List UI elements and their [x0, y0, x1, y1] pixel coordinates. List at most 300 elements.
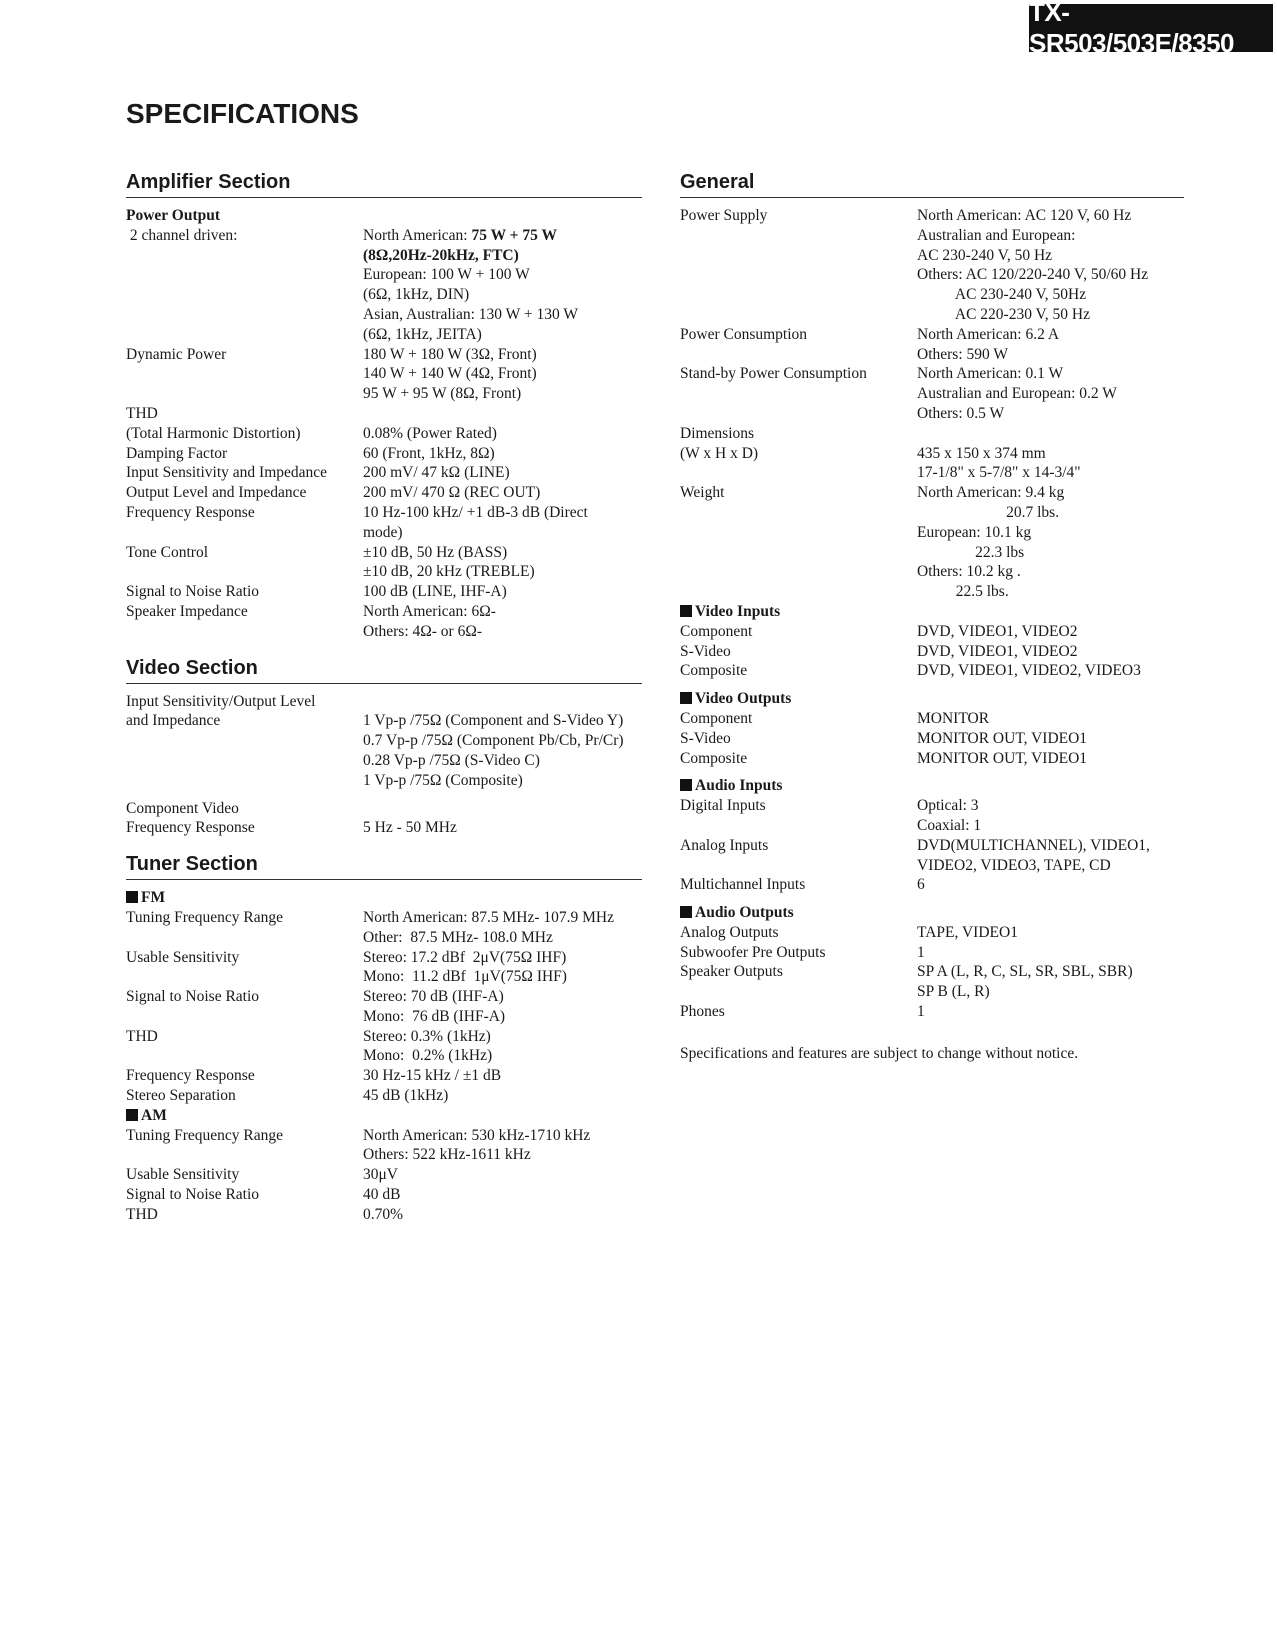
spec-value-line [363, 384, 642, 404]
spec-value [363, 799, 642, 839]
spec-label [126, 692, 363, 791]
spec-value-text: Others: 4Ω- or 6Ω- [363, 622, 483, 640]
spec-label [126, 483, 363, 503]
item-spacer [680, 895, 1184, 903]
spec-value-line [363, 818, 642, 838]
spec-value-text: SP B (L, R) [917, 983, 990, 1001]
spec-label [126, 602, 363, 642]
spec-label [126, 987, 363, 1027]
spec-value-line [917, 523, 1184, 543]
spec-value [363, 543, 642, 583]
spec-label-line: Frequency Response [126, 1067, 255, 1085]
spec-value-line [363, 305, 642, 325]
spec-label-line: Digital Inputs [680, 797, 766, 815]
spec-label [126, 908, 363, 948]
spec-label [126, 226, 363, 345]
spec-value-text: Stereo: 0.3% (1kHz) [363, 1027, 491, 1045]
spec-label-line: Dimensions [680, 424, 755, 442]
spec-value-line [363, 771, 642, 791]
spec-value-line [363, 444, 642, 464]
spec-label [680, 836, 917, 876]
spec-value-text: Others: 590 W [917, 345, 1008, 363]
spec-label-line: Frequency Response [126, 503, 255, 521]
spec-value-text: Others: AC 120/220-240 V, 50/60 Hz [917, 266, 1149, 284]
section-heading: General [680, 170, 1184, 198]
spec-label-line: Analog Outputs [680, 923, 779, 941]
spec-value-line [917, 364, 1184, 384]
spec-value-line [917, 622, 1184, 642]
spec-value-text: Stereo: 17.2 dBf 2μV(75Ω IHF) [363, 948, 567, 966]
spec-row [680, 1002, 1184, 1022]
spec-value-line [917, 463, 1184, 483]
spec-label-line: Tuning Frequency Range [126, 1126, 283, 1144]
spec-value [363, 226, 642, 345]
section-spacer [126, 642, 642, 656]
spec-row [126, 503, 642, 543]
spec-value-text: 0.28 Vp-p /75Ω (S-Video C) [363, 751, 540, 769]
spec-value-text: AC 230-240 V, 50 Hz [917, 246, 1053, 264]
spec-value-text: MONITOR OUT, VIDEO1 [917, 729, 1088, 747]
spec-value-line [363, 1205, 642, 1225]
spec-value-line [363, 503, 642, 523]
spec-label-line: Power Consumption [680, 325, 808, 343]
subsection-heading: Power Output [126, 207, 221, 224]
spec-label [680, 943, 917, 963]
spec-value-text: North American: 9.4 kg [917, 484, 1065, 502]
spec-value-text: North American: 0.1 W [917, 365, 1064, 383]
spec-value-line [363, 602, 642, 622]
spec-value-text: 0.7 Vp-p /75Ω (Component Pb/Cb, Pr/Cr) [363, 732, 624, 750]
spec-value-line [917, 285, 1184, 305]
spec-row [680, 206, 1184, 325]
spec-label [126, 345, 363, 404]
spec-value [363, 1185, 642, 1205]
spec-row [680, 364, 1184, 423]
spec-value-line [363, 1086, 642, 1106]
spec-label [680, 709, 917, 729]
spec-value [917, 729, 1184, 749]
spec-label-line: Usable Sensitivity [126, 1166, 240, 1184]
spec-value-line [917, 345, 1184, 365]
spec-row [126, 799, 642, 839]
spec-row [680, 661, 1184, 681]
spec-value-line [917, 206, 1184, 226]
spec-label-line: Damping Factor [126, 444, 228, 462]
spec-label [126, 503, 363, 543]
spec-row [680, 424, 1184, 483]
spec-value-line [363, 246, 642, 266]
spec-label [126, 1086, 363, 1106]
spec-value [917, 325, 1184, 365]
spec-value-line [363, 364, 642, 384]
spec-value-text: 6 [917, 876, 925, 894]
spec-value-line [917, 709, 1184, 729]
spec-value-line [363, 463, 642, 483]
spec-value-line [917, 404, 1184, 424]
spec-value [917, 206, 1184, 325]
spec-label-line: Weight [680, 484, 725, 502]
spec-value-line [917, 265, 1184, 285]
spec-label-line: Dynamic Power [126, 345, 227, 363]
spec-label [126, 1126, 363, 1166]
spec-value-text: 60 (Front, 1kHz, 8Ω) [363, 444, 495, 462]
spec-label [126, 582, 363, 602]
spec-value-line [917, 424, 1184, 444]
right-column [680, 170, 1184, 1064]
spec-value [363, 444, 642, 464]
spec-value [363, 404, 642, 444]
footer-note: Specifications and features are subject to change without notice. [680, 1044, 1079, 1062]
spec-value-text: DVD, VIDEO1, VIDEO2, VIDEO3 [917, 662, 1141, 680]
spec-value [363, 483, 642, 503]
spec-value-line [363, 1185, 642, 1205]
spec-value [917, 642, 1184, 662]
spec-label-line: Composite [680, 662, 748, 680]
spec-label [126, 948, 363, 988]
spec-value-line [363, 967, 642, 987]
spec-row [126, 692, 642, 791]
spec-label-line: Subwoofer Pre Outputs [680, 943, 826, 961]
spec-value-line [917, 923, 1184, 943]
spec-label [126, 404, 363, 444]
spec-value-text: 22.5 lbs. [917, 583, 1009, 601]
spec-label [126, 799, 363, 839]
spec-value [363, 1086, 642, 1106]
spec-value-text: 1 [917, 943, 925, 961]
spec-row [126, 602, 642, 642]
spec-value-text: North American: 530 kHz-1710 kHz [363, 1126, 591, 1144]
spec-value-text: 95 W + 95 W (8Ω, Front) [363, 385, 522, 403]
spec-label [126, 1066, 363, 1086]
spec-value [917, 749, 1184, 769]
spec-value [917, 364, 1184, 423]
spec-value-line [363, 285, 642, 305]
page-title: SPECIFICATIONS [126, 98, 359, 129]
spec-row [680, 325, 1184, 365]
spec-value-text: DVD(MULTICHANNEL), VIDEO1, [917, 836, 1150, 854]
spec-value-line [917, 729, 1184, 749]
spec-value-line [363, 543, 642, 563]
spec-value-text: 200 mV/ 470 Ω (REC OUT) [363, 484, 541, 502]
spec-value-text: AC 220-230 V, 50 Hz [917, 305, 1090, 323]
spec-row [680, 943, 1184, 963]
spec-value-text: 200 mV/ 47 kΩ (LINE) [363, 464, 510, 482]
spec-value [917, 483, 1184, 602]
spec-value-text: Asian, Australian: 130 W + 130 W [363, 305, 578, 323]
spec-value-text: 30 Hz-15 kHz / ±1 dB [363, 1067, 502, 1085]
spec-value-line [363, 1027, 642, 1047]
subsection-heading: AM [126, 1106, 642, 1126]
spec-label [680, 796, 917, 836]
spec-label [126, 1165, 363, 1185]
spec-value-line [363, 948, 642, 968]
spec-value-line [363, 265, 642, 285]
spec-value-line [363, 1126, 642, 1146]
spec-value-line [917, 875, 1184, 895]
spec-value [363, 1066, 642, 1086]
subsection-heading: Audio Inputs [680, 776, 1184, 796]
spec-label [680, 364, 917, 423]
spec-value-line [363, 1007, 642, 1027]
spec-label [126, 463, 363, 483]
spec-label [126, 444, 363, 464]
spec-value-line [363, 424, 642, 444]
spec-label [680, 1002, 917, 1022]
spec-value-text: 140 W + 140 W (4Ω, Front) [363, 365, 537, 383]
spec-value-line [363, 404, 642, 424]
spec-value-line [363, 582, 642, 602]
spec-value-text: 1 Vp-p /75Ω (Component and S-Video Y) [363, 712, 624, 730]
spec-label-line: Input Sensitivity/Output Level [126, 692, 316, 710]
item-spacer [680, 768, 1184, 776]
spec-value-text: North American: AC 120 V, 60 Hz [917, 207, 1132, 224]
spec-value-text: Optical: 3 [917, 797, 979, 815]
spec-label [680, 622, 917, 642]
spec-row [126, 948, 642, 988]
spec-label-line: Component [680, 622, 753, 640]
spec-value [917, 962, 1184, 1002]
spec-value [363, 948, 642, 988]
spec-value-text: 30μV [363, 1166, 399, 1184]
spec-value [917, 1002, 1184, 1022]
spec-label-line: Power Supply [680, 207, 768, 224]
spec-label-line: Composite [680, 749, 748, 767]
spec-value [363, 345, 642, 404]
spec-value [917, 836, 1184, 876]
spec-value-text: European: 10.1 kg [917, 523, 1032, 541]
spec-value-text: 40 dB [363, 1186, 401, 1204]
spec-label-line: Speaker Impedance [126, 602, 248, 620]
spec-value-text: 17-1/8" x 5-7/8" x 14-3/4" [917, 464, 1081, 482]
spec-label-line: Usable Sensitivity [126, 948, 240, 966]
spec-value-text: (6Ω, 1kHz, DIN) [363, 286, 470, 304]
spec-row [126, 1126, 642, 1166]
spec-value [917, 709, 1184, 729]
spec-label-line: Multichannel Inputs [680, 876, 806, 894]
spec-value-line [363, 751, 642, 771]
spec-label-line: and Impedance [126, 712, 221, 730]
spec-value-line [363, 1066, 642, 1086]
spec-value-line [363, 523, 642, 543]
spec-value-text: Mono: 76 dB (IHF-A) [363, 1007, 506, 1025]
spec-value-line [917, 749, 1184, 769]
spec-label-line: Speaker Outputs [680, 963, 783, 981]
subsection-heading: Video Outputs [680, 689, 1184, 709]
spec-row [126, 1205, 642, 1225]
spec-value-line [917, 982, 1184, 1002]
spec-label-line: Tone Control [126, 543, 209, 561]
section-spacer [126, 838, 642, 852]
spec-row [680, 836, 1184, 876]
spec-value-line [917, 661, 1184, 681]
spec-label-line: Tuning Frequency Range [126, 908, 283, 926]
spec-value-text: VIDEO2, VIDEO3, TAPE, CD [917, 856, 1111, 874]
spec-value-text: 45 dB (1kHz) [363, 1087, 449, 1105]
subsection-heading: Video Inputs [680, 602, 1184, 622]
spec-label [680, 206, 917, 325]
spec-value-line [917, 642, 1184, 662]
spec-value-text: mode) [363, 523, 403, 541]
spec-row [680, 483, 1184, 602]
spec-value-text: DVD, VIDEO1, VIDEO2 [917, 642, 1078, 660]
spec-value-line [917, 816, 1184, 836]
spec-value-text: 0.08% (Power Rated) [363, 424, 497, 442]
spec-value [917, 796, 1184, 836]
spec-row [126, 908, 642, 948]
spec-value-line [363, 711, 642, 731]
spec-label [126, 1027, 363, 1067]
spec-value [363, 1205, 642, 1225]
spec-row [680, 749, 1184, 769]
spec-value [917, 875, 1184, 895]
spec-value-line [363, 1046, 642, 1066]
spec-row [126, 987, 642, 1027]
spec-label [680, 483, 917, 602]
spec-value-line [363, 731, 642, 751]
spec-value-text: Mono: 0.2% (1kHz) [363, 1047, 493, 1065]
spec-value-text: 180 W + 180 W (3Ω, Front) [363, 345, 537, 363]
spec-row [126, 1185, 642, 1205]
spec-label-line: THD [126, 1027, 158, 1045]
spec-value-text: Australian and European: [917, 226, 1076, 244]
spec-label-line: (W x H x D) [680, 444, 759, 462]
spec-value-line [917, 246, 1184, 266]
spec-value-line [917, 856, 1184, 876]
spec-value-text: Mono: 11.2 dBf 1μV(75Ω IHF) [363, 968, 567, 986]
spec-label [680, 325, 917, 365]
spec-row [126, 483, 642, 503]
spec-value [363, 582, 642, 602]
spec-value-line [363, 1165, 642, 1185]
spec-value-text: Other: 87.5 MHz- 108.0 MHz [363, 928, 553, 946]
spec-value-text: TAPE, VIDEO1 [917, 923, 1018, 941]
spec-label [680, 749, 917, 769]
spec-value-text: 100 dB (LINE, IHF-A) [363, 583, 507, 601]
spec-value-bold: (8Ω,20Hz-20kHz, FTC) [363, 246, 519, 264]
spec-value-line [363, 928, 642, 948]
spec-row [126, 444, 642, 464]
spec-value-text: North American: 6Ω- [363, 602, 496, 620]
spec-value-line [363, 987, 642, 1007]
spec-label-line: Signal to Noise Ratio [126, 1186, 260, 1204]
spec-value-text: DVD, VIDEO1, VIDEO2 [917, 622, 1078, 640]
spec-value-text: Coaxial: 1 [917, 816, 982, 834]
spec-value [363, 987, 642, 1027]
spec-value-line [363, 799, 642, 819]
spec-value-text: Stereo: 70 dB (IHF-A) [363, 988, 504, 1006]
spec-label-line: Analog Inputs [680, 836, 769, 854]
spec-value-text: North American: 6.2 A [917, 325, 1060, 343]
spec-row [126, 404, 642, 444]
spec-value-line [363, 908, 642, 928]
spec-value-text: SP A (L, R, C, SL, SR, SBL, SBR) [917, 963, 1133, 981]
spec-value [917, 424, 1184, 483]
spec-value-text: ±10 dB, 20 kHz (TREBLE) [363, 563, 535, 581]
spec-value-line [363, 483, 642, 503]
spec-row [126, 226, 642, 345]
spec-value-line [917, 1002, 1184, 1022]
spec-value [917, 943, 1184, 963]
spec-value-line [917, 962, 1184, 982]
spec-row [680, 962, 1184, 1002]
spec-value-text: North American: [363, 226, 472, 244]
spec-value-text: AC 230-240 V, 50Hz [917, 286, 1087, 304]
spec-label-line: S-Video [680, 729, 731, 747]
spec-value-text: North American: 87.5 MHz- 107.9 MHz [363, 908, 614, 926]
spec-row [126, 1086, 642, 1106]
spec-row [680, 622, 1184, 642]
spec-label-line: Stand-by Power Consumption [680, 365, 867, 383]
spec-label-line: THD [126, 1205, 158, 1223]
spec-value-line [917, 836, 1184, 856]
spec-value-text: 0.70% [363, 1205, 404, 1223]
spec-row [680, 875, 1184, 895]
subsection-heading: Audio Outputs [680, 903, 1184, 923]
spec-value-text: Others: 10.2 kg . [917, 563, 1021, 581]
spec-row [126, 1066, 642, 1086]
spec-label-line: (Total Harmonic Distortion) [126, 424, 301, 442]
spec-value-line [363, 226, 642, 246]
spec-label-line: 2 channel driven: [126, 226, 238, 244]
spec-value-text: 435 x 150 x 374 mm [917, 444, 1046, 462]
spec-label-line: Frequency Response [126, 819, 255, 837]
spec-value-line [917, 384, 1184, 404]
spec-value-line [363, 1145, 642, 1165]
left-column [126, 170, 642, 1225]
spec-value-line [363, 622, 642, 642]
spec-label-line: THD [126, 404, 158, 422]
spec-value-line [917, 943, 1184, 963]
item-spacer [126, 791, 642, 799]
spec-label [126, 1185, 363, 1205]
spec-row [126, 345, 642, 404]
spec-value [917, 923, 1184, 943]
spec-value-line [363, 345, 642, 365]
model-badge: TX-SR503/503E/8350 [1029, 4, 1273, 52]
spec-value [363, 503, 642, 543]
spec-value [917, 622, 1184, 642]
spec-value-line [917, 483, 1184, 503]
spec-value [363, 692, 642, 791]
spec-value-text: MONITOR OUT, VIDEO1 [917, 749, 1088, 767]
spec-value-line [917, 562, 1184, 582]
spec-label [680, 424, 917, 483]
spec-value-text: Others: 0.5 W [917, 404, 1005, 422]
spec-value-text: 1 Vp-p /75Ω (Composite) [363, 771, 523, 789]
spec-row [126, 582, 642, 602]
spec-row [126, 463, 642, 483]
spec-row [126, 543, 642, 583]
spec-value-text: Others: 522 kHz-1611 kHz [363, 1146, 531, 1164]
spec-label [680, 923, 917, 943]
spec-value [363, 602, 642, 642]
spec-value-line [917, 444, 1184, 464]
spec-label-line: Signal to Noise Ratio [126, 583, 260, 601]
spec-label-line: Phones [680, 1003, 725, 1021]
spec-row [126, 1165, 642, 1185]
spec-value-line [363, 325, 642, 345]
spec-value-text: MONITOR [917, 709, 990, 727]
spec-label-line: Stereo Separation [126, 1087, 236, 1105]
section-heading: Amplifier Section [126, 170, 642, 198]
spec-label-line: Signal to Noise Ratio [126, 988, 260, 1006]
spec-value [363, 463, 642, 483]
spec-value [363, 1126, 642, 1166]
section-heading: Tuner Section [126, 852, 642, 880]
spec-value-line [363, 562, 642, 582]
spec-label-line: S-Video [680, 642, 731, 660]
spec-label [126, 1205, 363, 1225]
